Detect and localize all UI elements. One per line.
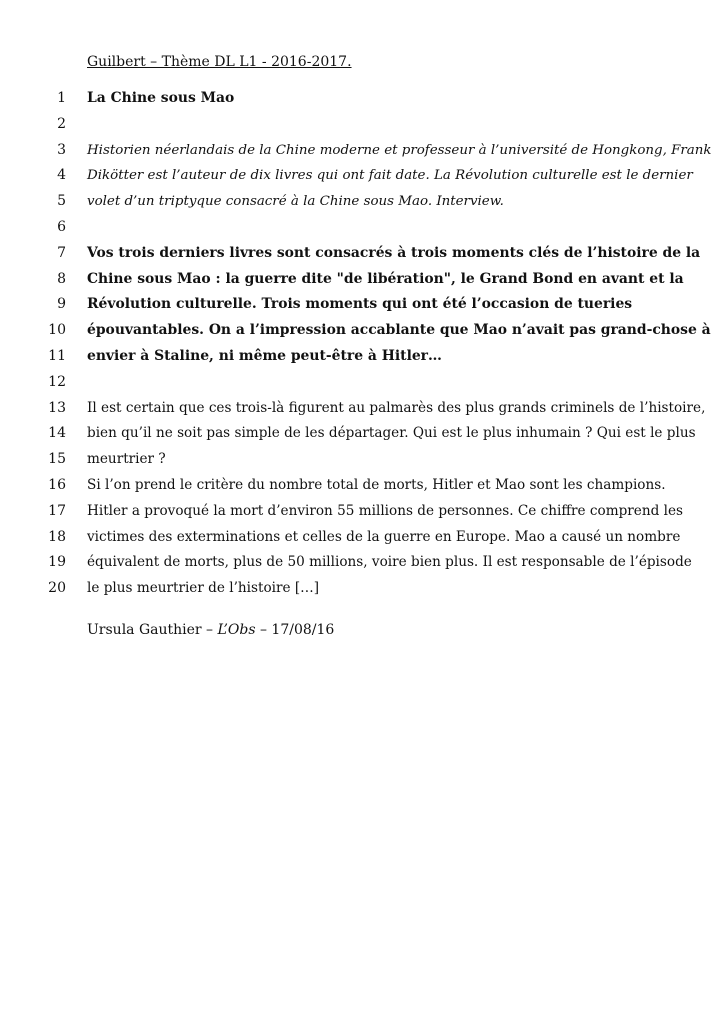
text-line bbox=[0, 525, 724, 551]
line-number: 20 bbox=[48, 580, 66, 597]
text-line bbox=[0, 241, 724, 267]
line-number: 5 bbox=[57, 193, 66, 210]
line-text: Si l’on prend le critère du nombre total de morts, Hitler et Mao sont les champions. bbox=[87, 476, 666, 493]
text-line bbox=[0, 215, 724, 241]
line-number: 10 bbox=[48, 322, 66, 339]
line-number: 2 bbox=[57, 115, 66, 132]
text-line bbox=[0, 576, 724, 602]
line-text: bien qu’il ne soit pas simple de les départager. Qui est le plus inhumain ? Qui est le plus bbox=[87, 425, 696, 442]
text-line bbox=[0, 138, 724, 164]
line-number: 15 bbox=[48, 451, 66, 468]
line-text: meurtrier ? bbox=[87, 451, 166, 468]
text-line bbox=[0, 112, 724, 138]
document-header: Guilbert – Thème DL L1 - 2016-2017. bbox=[87, 54, 352, 70]
text-line bbox=[0, 550, 724, 576]
line-text: Hitler a provoqué la mort d’environ 55 millions de personnes. Ce chiffre comprend les bbox=[87, 502, 683, 519]
text-line bbox=[0, 499, 724, 525]
line-number: 12 bbox=[48, 373, 66, 390]
line-number: 3 bbox=[57, 141, 66, 158]
text-line bbox=[0, 163, 724, 189]
line-number: 4 bbox=[57, 167, 66, 184]
line-text: Chine sous Mao : la guerre dite "de libération", le Grand Bond en avant et la bbox=[87, 270, 684, 287]
text-line bbox=[0, 318, 724, 344]
line-text: Il est certain que ces trois-là figurent au palmarès des plus grands criminels de l’histoire, bbox=[87, 399, 706, 416]
text-line bbox=[0, 447, 724, 473]
line-number: 19 bbox=[48, 554, 66, 571]
line-text: victimes des exterminations et celles de la guerre en Europe. Mao a causé un nombre bbox=[87, 528, 681, 545]
text-line bbox=[0, 267, 724, 293]
line-number: 17 bbox=[48, 502, 66, 519]
text-line bbox=[0, 344, 724, 370]
line-number: 9 bbox=[57, 296, 66, 313]
text-line bbox=[0, 292, 724, 318]
line-text: Révolution culturelle. Trois moments qui ont été l’occasion de tueries bbox=[87, 296, 633, 313]
text-line bbox=[0, 370, 724, 396]
line-number: 14 bbox=[48, 425, 66, 442]
citation-publication: L’Obs bbox=[217, 622, 256, 638]
line-number: 13 bbox=[48, 399, 66, 416]
line-text: La Chine sous Mao bbox=[87, 90, 235, 106]
line-text: Dikötter est l’auteur de dix livres qui ont fait date. La Révolution culturelle est le dernier bbox=[87, 168, 693, 184]
line-number: 16 bbox=[48, 476, 66, 493]
line-number: 7 bbox=[57, 244, 66, 261]
line-text: épouvantables. On a l’impression accablante que Mao n’avait pas grand-chose à bbox=[87, 322, 711, 339]
text-line bbox=[0, 421, 724, 447]
text-line bbox=[0, 473, 724, 499]
line-number: 18 bbox=[48, 528, 66, 545]
citation-date: – 17/08/16 bbox=[255, 622, 335, 638]
numbered-lines bbox=[0, 86, 724, 602]
line-text: envier à Staline, ni même peut-être à Hitler… bbox=[87, 347, 442, 364]
line-number: 1 bbox=[57, 90, 66, 106]
line-text: Historien néerlandais de la Chine moderne et professeur à l’université de Hongkong, Frank bbox=[87, 142, 712, 158]
citation-author: Ursula Gauthier – bbox=[87, 622, 218, 638]
source-citation bbox=[87, 622, 334, 638]
line-number: 11 bbox=[48, 347, 66, 364]
line-number: 8 bbox=[57, 270, 66, 287]
text-line bbox=[0, 396, 724, 422]
line-text: volet d’un triptyque consacré à la Chine sous Mao. Interview. bbox=[87, 194, 504, 210]
line-text: équivalent de morts, plus de 50 millions, voire bien plus. Il est responsable de l’épisode bbox=[87, 554, 692, 571]
line-number: 6 bbox=[57, 218, 66, 235]
line-text: le plus meurtrier de l’histoire […] bbox=[87, 580, 320, 597]
text-line bbox=[0, 86, 724, 112]
text-line bbox=[0, 189, 724, 215]
line-text: Vos trois derniers livres sont consacrés à trois moments clés de l’histoire de la bbox=[87, 244, 701, 261]
